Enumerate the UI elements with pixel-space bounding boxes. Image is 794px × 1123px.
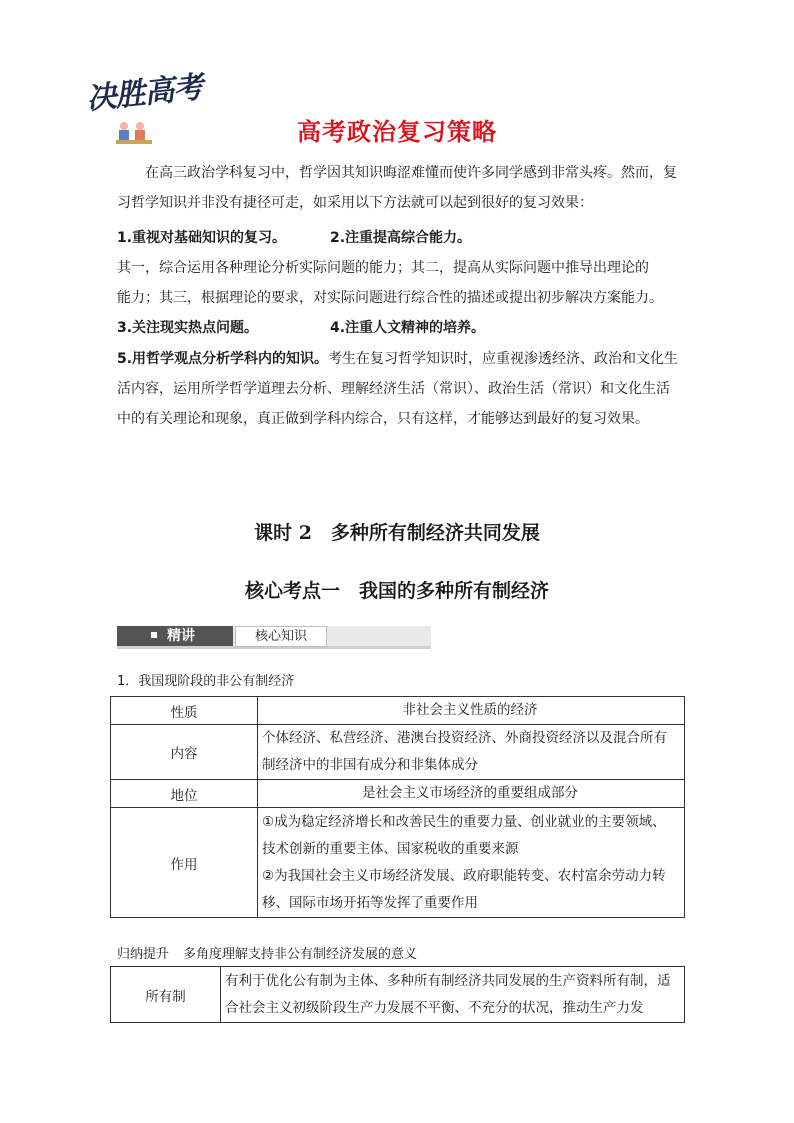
table-row	[111, 725, 685, 780]
table-cell-key: 性质	[111, 697, 258, 725]
banner-label-text: 精讲	[167, 628, 195, 644]
point-5	[117, 344, 682, 434]
table-cell-key: 内容	[111, 725, 258, 780]
section-title: 核心考点一 我国的多种所有制经济	[244, 580, 549, 602]
table-cell-value: 是社会主义市场经济的重要组成部分	[258, 780, 685, 808]
effect-2: ②为我国社会主义市场经济发展、政府职能转变、农村富余劳动力转移、国际市场开拓等发挥了重要作用	[262, 867, 666, 911]
intro-paragraph: 在高三政治学科复习中，哲学因其知识晦涩难懂而使许多同学感到非常头疼。然而，复习哲学知识并非没有捷径可走，如采用以下方法就可以起到很好的复习效果：	[117, 165, 677, 211]
table-row	[111, 967, 685, 1023]
section-banner	[117, 626, 431, 652]
point-4: 4.注重人文精神的培养。	[330, 320, 486, 336]
table-row	[111, 780, 685, 808]
ability-line-2: 能力；其三，根据理论的要求，对实际问题进行综合性的描述或提出初步解决方案能力。	[117, 290, 663, 306]
table-cell-value: 有利于优化公有制为主体、多种所有制经济共同发展的生产资料所有制，适合社会主义初级阶段生产力发展不平衡、不充分的状况，推动生产力发	[221, 967, 685, 1023]
point-5-heading: 5.用哲学观点分析学科内的知识。	[117, 351, 329, 367]
lesson-title: 课时 2 多种所有制经济共同发展	[254, 522, 540, 544]
point-2: 2.注重提高综合能力。	[330, 230, 472, 246]
banner-tag: 核心知识	[235, 626, 327, 647]
summary-label: 归纳提升	[117, 947, 170, 962]
logo-text: 决胜高考	[84, 70, 204, 117]
table-cell-value: 非社会主义性质的经济	[258, 697, 685, 725]
table-cell-key: 作用	[111, 808, 258, 918]
square-bullet-icon	[151, 632, 157, 638]
significance-table	[110, 966, 685, 1023]
non-public-economy-table	[110, 696, 685, 918]
banner-label	[117, 626, 233, 646]
table-cell-key: 所有制	[111, 967, 221, 1023]
table-cell-key: 地位	[111, 780, 258, 808]
page-title: 高考政治复习策略	[297, 118, 497, 146]
table-cell-value: 个体经济、私营经济、港澳台投资经济、外商投资经济以及混合所有制经济中的非国有成分和非集体成分	[258, 725, 685, 780]
summary-text: 多角度理解支持非公有制经济发展的意义	[183, 947, 418, 962]
ability-line-1: 其一，综合运用各种理论分析实际问题的能力；其二，提高从实际问题中推导出理论的	[117, 260, 649, 276]
point-5-text: 考生在复习哲学知识时，应重视渗透经济、政治和文化生活内容，运用所学哲学道理去分析、理解经济生活（常识）、政治生活（常识）和文化生活中的有关理论和现象，真正做到学科内综合，只有这样，才能够达到最好的复习效果。	[117, 351, 679, 427]
table-row	[111, 697, 685, 725]
table1-caption: 1．我国现阶段的非公有制经济	[117, 674, 295, 689]
summary-heading	[117, 943, 417, 962]
point-3: 3.关注现实热点问题。	[117, 320, 259, 336]
effect-1: ①成为稳定经济增长和改善民生的重要力量、创业就业的主要领域、技术创新的重要主体、国家税收的重要来源	[262, 813, 666, 857]
point-1: 1.重视对基础知识的复习。	[117, 230, 287, 246]
table-cell-value	[258, 808, 685, 918]
table-row	[111, 808, 685, 918]
